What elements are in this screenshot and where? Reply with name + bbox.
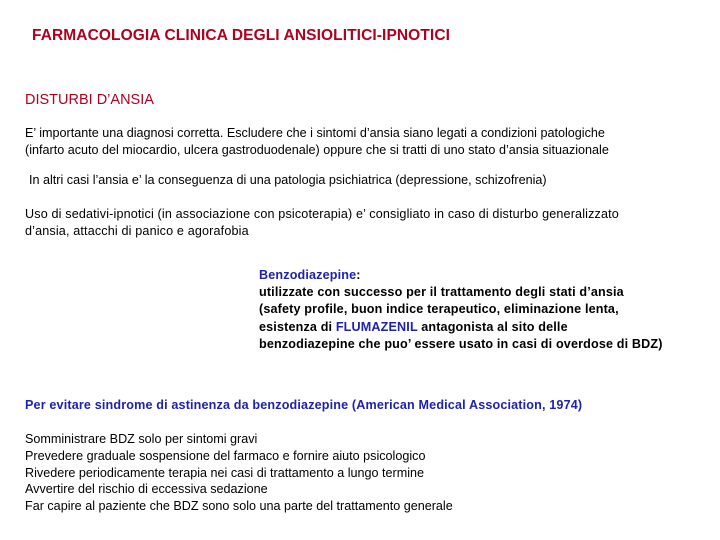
list-item: Far capire al paziente che BDZ sono solo una parte del trattamento generale [25, 499, 453, 514]
paragraph-psychiatric: In altri casi l’ansia e’ la conseguenza di una patologia psichiatrica (depressione, schizofrenia) [29, 173, 547, 187]
page-title: FARMACOLOGIA CLINICA DEGLI ANSIOLITICI-IPNOTICI [32, 27, 451, 44]
flumazenil-highlight: FLUMAZENIL [335, 319, 418, 334]
benzodiazepine-line: (safety profile, buon indice terapeutico, eliminazione lenta, [259, 302, 619, 317]
paragraph-line: E’ importante una diagnosi corretta. Escludere che i sintomi d’ansia siano legati a condizioni patologiche [25, 126, 605, 140]
paragraph-sedatives [25, 206, 619, 240]
heading-colon: : [356, 268, 361, 282]
paragraph-diagnosis [25, 125, 609, 159]
text-fragment: antagonista al sito delle [417, 319, 568, 334]
list-item: Rivedere periodicamente terapia nei casi di trattamento a lungo termine [25, 465, 425, 480]
benzodiazepine-line: utilizzate con successo per il trattamento degli stati d’ansia [259, 285, 624, 300]
list-item: Somministrare BDZ solo per sintomi gravi [25, 432, 258, 446]
withdrawal-note: Per evitare sindrome di astinenza da benzodiazepine (American Medical Association, 1974) [25, 398, 583, 412]
paragraph-line: d’ansia, attacchi di panico e agorafobia [25, 224, 249, 238]
list-item: Avvertire del rischio di eccessiva sedazione [25, 482, 268, 497]
recommendations-list [25, 431, 453, 515]
section-title: DISTURBI D’ANSIA [25, 92, 154, 108]
benzodiazepine-line [259, 319, 663, 336]
benzodiazepine-heading-line [259, 267, 663, 284]
paragraph-line: (infarto acuto del miocardio, ulcera gastroduodenale) oppure che si tratti di uno stato d’ansia situazionale [25, 143, 609, 157]
benzodiazepine-block [259, 267, 663, 353]
list-item: Prevedere graduale sospensione del farmaco e fornire aiuto psicologico [25, 448, 426, 463]
text-fragment: esistenza di [259, 319, 336, 334]
benzodiazepine-line: benzodiazepine che puo’ essere usato in casi di overdose di BDZ) [259, 336, 663, 351]
benzodiazepine-heading: Benzodiazepine [259, 268, 357, 282]
paragraph-line: Uso di sedativi-ipnotici (in associazione con psicoterapia) e’ consigliato in caso di disturbo generalizzato [25, 207, 619, 221]
